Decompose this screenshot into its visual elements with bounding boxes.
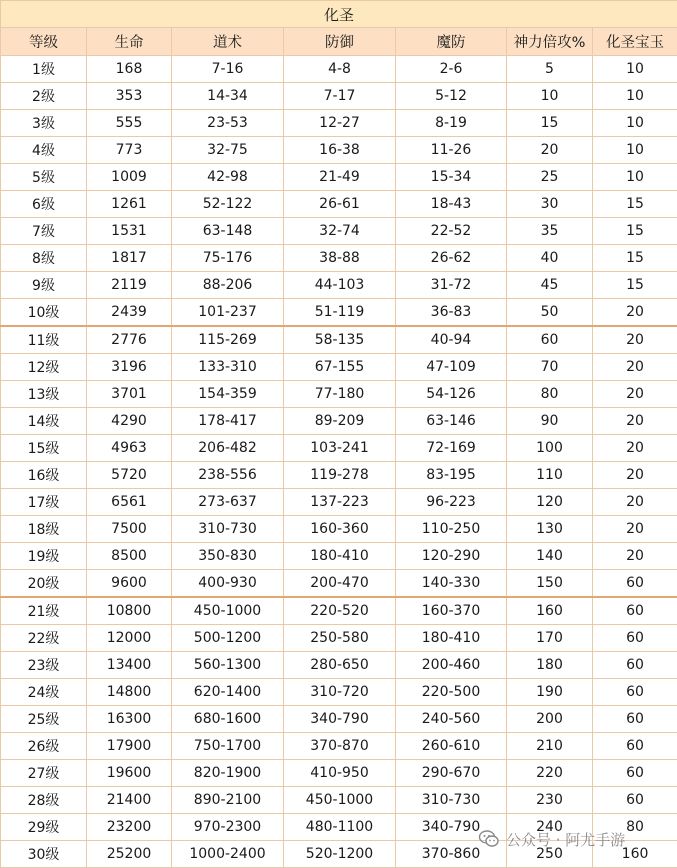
cell-divine-multiplier: 120 (507, 489, 593, 516)
cell-taoism: 75-176 (172, 245, 284, 272)
cell-defense: 280-650 (284, 652, 396, 679)
cell-jade-cost: 20 (593, 543, 677, 570)
cell-taoism: 400-930 (172, 570, 284, 598)
cell-defense: 32-74 (284, 218, 396, 245)
cell-hp: 25200 (87, 841, 172, 868)
cell-defense: 370-870 (284, 733, 396, 760)
cell-divine-multiplier: 25 (507, 164, 593, 191)
cell-divine-multiplier: 180 (507, 652, 593, 679)
cell-magic-defense: 40-94 (396, 326, 507, 354)
cell-divine-multiplier: 200 (507, 706, 593, 733)
cell-hp: 21400 (87, 787, 172, 814)
cell-taoism: 42-98 (172, 164, 284, 191)
cell-defense: 89-209 (284, 408, 396, 435)
cell-level: 12级 (1, 354, 87, 381)
cell-jade-cost: 20 (593, 435, 677, 462)
cell-jade-cost: 20 (593, 354, 677, 381)
cell-jade-cost: 60 (593, 597, 677, 625)
cell-magic-defense: 290-670 (396, 760, 507, 787)
cell-taoism: 890-2100 (172, 787, 284, 814)
cell-magic-defense: 72-169 (396, 435, 507, 462)
cell-defense: 520-1200 (284, 841, 396, 868)
cell-taoism: 154-359 (172, 381, 284, 408)
table-row (1, 56, 677, 83)
cell-defense: 16-38 (284, 137, 396, 164)
cell-magic-defense: 15-34 (396, 164, 507, 191)
cell-level: 15级 (1, 435, 87, 462)
cell-defense: 450-1000 (284, 787, 396, 814)
cell-jade-cost: 15 (593, 272, 677, 299)
cell-jade-cost: 15 (593, 191, 677, 218)
cell-taoism: 750-1700 (172, 733, 284, 760)
cell-magic-defense: 120-290 (396, 543, 507, 570)
cell-level: 4级 (1, 137, 87, 164)
table-row (1, 110, 677, 137)
cell-divine-multiplier: 110 (507, 462, 593, 489)
cell-defense: 77-180 (284, 381, 396, 408)
cell-taoism: 52-122 (172, 191, 284, 218)
cell-magic-defense: 340-790 (396, 814, 507, 841)
cell-defense: 410-950 (284, 760, 396, 787)
cell-level: 21级 (1, 597, 87, 625)
table-row (1, 245, 677, 272)
cell-level: 11级 (1, 326, 87, 354)
cell-hp: 10800 (87, 597, 172, 625)
cell-divine-multiplier: 50 (507, 299, 593, 327)
table-title: 化圣 (1, 1, 677, 28)
cell-magic-defense: 220-500 (396, 679, 507, 706)
cell-jade-cost: 60 (593, 787, 677, 814)
cell-jade-cost: 15 (593, 245, 677, 272)
cell-defense: 21-49 (284, 164, 396, 191)
cell-jade-cost: 20 (593, 408, 677, 435)
cell-divine-multiplier: 15 (507, 110, 593, 137)
cell-level: 24级 (1, 679, 87, 706)
cell-level: 1级 (1, 56, 87, 83)
table-title-row (1, 1, 677, 28)
cell-magic-defense: 110-250 (396, 516, 507, 543)
cell-taoism: 178-417 (172, 408, 284, 435)
table-row (1, 218, 677, 245)
table-row (1, 679, 677, 706)
cell-level: 2级 (1, 83, 87, 110)
table-row (1, 706, 677, 733)
cell-defense: 12-27 (284, 110, 396, 137)
cell-jade-cost: 60 (593, 570, 677, 598)
cell-defense: 26-61 (284, 191, 396, 218)
cell-taoism: 63-148 (172, 218, 284, 245)
cell-divine-multiplier: 30 (507, 191, 593, 218)
cell-divine-multiplier: 20 (507, 137, 593, 164)
table-row (1, 354, 677, 381)
cell-taoism: 206-482 (172, 435, 284, 462)
cell-defense: 480-1100 (284, 814, 396, 841)
table-body (1, 56, 677, 868)
cell-hp: 555 (87, 110, 172, 137)
cell-taoism: 560-1300 (172, 652, 284, 679)
cell-hp: 773 (87, 137, 172, 164)
cell-jade-cost: 60 (593, 706, 677, 733)
cell-hp: 4290 (87, 408, 172, 435)
cell-hp: 2776 (87, 326, 172, 354)
cell-defense: 119-278 (284, 462, 396, 489)
table-row (1, 137, 677, 164)
cell-defense: 4-8 (284, 56, 396, 83)
cell-hp: 1817 (87, 245, 172, 272)
cell-divine-multiplier: 160 (507, 597, 593, 625)
cell-magic-defense: 8-19 (396, 110, 507, 137)
col-header-taoism: 道术 (172, 28, 284, 56)
cell-taoism: 115-269 (172, 326, 284, 354)
cell-taoism: 101-237 (172, 299, 284, 327)
cell-magic-defense: 240-560 (396, 706, 507, 733)
table-row (1, 462, 677, 489)
cell-jade-cost: 60 (593, 679, 677, 706)
cell-divine-multiplier: 45 (507, 272, 593, 299)
cell-magic-defense: 370-860 (396, 841, 507, 868)
table-row (1, 381, 677, 408)
cell-level: 3级 (1, 110, 87, 137)
cell-level: 16级 (1, 462, 87, 489)
cell-defense: 137-223 (284, 489, 396, 516)
cell-jade-cost: 20 (593, 326, 677, 354)
table-row (1, 543, 677, 570)
cell-magic-defense: 5-12 (396, 83, 507, 110)
cell-taoism: 1000-2400 (172, 841, 284, 868)
cell-magic-defense: 310-730 (396, 787, 507, 814)
table-row (1, 326, 677, 354)
cell-magic-defense: 22-52 (396, 218, 507, 245)
table-row (1, 435, 677, 462)
cell-divine-multiplier: 130 (507, 516, 593, 543)
cell-defense: 44-103 (284, 272, 396, 299)
cell-jade-cost: 60 (593, 625, 677, 652)
cell-magic-defense: 140-330 (396, 570, 507, 598)
cell-divine-multiplier: 210 (507, 733, 593, 760)
cell-hp: 9600 (87, 570, 172, 598)
cell-divine-multiplier: 60 (507, 326, 593, 354)
table-row (1, 760, 677, 787)
cell-jade-cost: 10 (593, 56, 677, 83)
cell-level: 20级 (1, 570, 87, 598)
cell-jade-cost: 20 (593, 299, 677, 327)
cell-divine-multiplier: 10 (507, 83, 593, 110)
cell-jade-cost: 60 (593, 760, 677, 787)
cell-defense: 67-155 (284, 354, 396, 381)
cell-taoism: 310-730 (172, 516, 284, 543)
cell-defense: 180-410 (284, 543, 396, 570)
col-header-defense: 防御 (284, 28, 396, 56)
cell-level: 30级 (1, 841, 87, 868)
cell-hp: 6561 (87, 489, 172, 516)
cell-jade-cost: 60 (593, 652, 677, 679)
cell-hp: 1009 (87, 164, 172, 191)
table-row (1, 516, 677, 543)
cell-level: 28级 (1, 787, 87, 814)
cell-jade-cost: 10 (593, 137, 677, 164)
cell-hp: 19600 (87, 760, 172, 787)
cell-level: 18级 (1, 516, 87, 543)
table-row (1, 787, 677, 814)
cell-hp: 1531 (87, 218, 172, 245)
cell-defense: 200-470 (284, 570, 396, 598)
cell-jade-cost: 15 (593, 218, 677, 245)
table-row (1, 652, 677, 679)
cell-taoism: 133-310 (172, 354, 284, 381)
cell-jade-cost: 80 (593, 814, 677, 841)
cell-divine-multiplier: 35 (507, 218, 593, 245)
cell-magic-defense: 96-223 (396, 489, 507, 516)
cell-magic-defense: 26-62 (396, 245, 507, 272)
cell-level: 13级 (1, 381, 87, 408)
table-row (1, 597, 677, 625)
cell-defense: 340-790 (284, 706, 396, 733)
cell-jade-cost: 20 (593, 381, 677, 408)
cell-jade-cost: 20 (593, 489, 677, 516)
cell-level: 29级 (1, 814, 87, 841)
col-header-magic-defense: 魔防 (396, 28, 507, 56)
cell-taoism: 680-1600 (172, 706, 284, 733)
cell-magic-defense: 47-109 (396, 354, 507, 381)
cell-level: 25级 (1, 706, 87, 733)
cell-magic-defense: 11-26 (396, 137, 507, 164)
cell-divine-multiplier: 170 (507, 625, 593, 652)
cell-defense: 220-520 (284, 597, 396, 625)
cell-level: 5级 (1, 164, 87, 191)
cell-hp: 5720 (87, 462, 172, 489)
cell-magic-defense: 2-6 (396, 56, 507, 83)
cell-magic-defense: 63-146 (396, 408, 507, 435)
cell-taoism: 23-53 (172, 110, 284, 137)
cell-taoism: 14-34 (172, 83, 284, 110)
col-header-hp: 生命 (87, 28, 172, 56)
cell-hp: 3196 (87, 354, 172, 381)
cell-divine-multiplier: 70 (507, 354, 593, 381)
cell-hp: 3701 (87, 381, 172, 408)
table-row (1, 733, 677, 760)
cell-jade-cost: 10 (593, 164, 677, 191)
cell-magic-defense: 18-43 (396, 191, 507, 218)
cell-hp: 353 (87, 83, 172, 110)
col-header-jade-cost: 化圣宝玉 (593, 28, 677, 56)
cell-divine-multiplier: 5 (507, 56, 593, 83)
cell-divine-multiplier: 250 (507, 841, 593, 868)
table-row (1, 625, 677, 652)
cell-divine-multiplier: 220 (507, 760, 593, 787)
cell-jade-cost: 10 (593, 110, 677, 137)
cell-hp: 13400 (87, 652, 172, 679)
cell-divine-multiplier: 190 (507, 679, 593, 706)
cell-magic-defense: 200-460 (396, 652, 507, 679)
cell-jade-cost: 20 (593, 462, 677, 489)
watermark-text: 公众号 · 阿尤手游 (506, 830, 626, 849)
cell-defense: 250-580 (284, 625, 396, 652)
header-row (1, 28, 677, 56)
cell-defense: 58-135 (284, 326, 396, 354)
cell-taoism: 820-1900 (172, 760, 284, 787)
cell-divine-multiplier: 80 (507, 381, 593, 408)
cell-level: 14级 (1, 408, 87, 435)
cell-jade-cost: 60 (593, 733, 677, 760)
cell-taoism: 88-206 (172, 272, 284, 299)
cell-level: 23级 (1, 652, 87, 679)
table-row (1, 83, 677, 110)
cell-hp: 4963 (87, 435, 172, 462)
cell-hp: 7500 (87, 516, 172, 543)
cell-taoism: 500-1200 (172, 625, 284, 652)
cell-divine-multiplier: 100 (507, 435, 593, 462)
cell-level: 8级 (1, 245, 87, 272)
cell-magic-defense: 160-370 (396, 597, 507, 625)
cell-defense: 51-119 (284, 299, 396, 327)
cell-hp: 23200 (87, 814, 172, 841)
cell-divine-multiplier: 230 (507, 787, 593, 814)
cell-level: 7级 (1, 218, 87, 245)
cell-hp: 1261 (87, 191, 172, 218)
cell-divine-multiplier: 140 (507, 543, 593, 570)
cell-level: 17级 (1, 489, 87, 516)
cell-taoism: 620-1400 (172, 679, 284, 706)
cell-level: 22级 (1, 625, 87, 652)
cell-taoism: 970-2300 (172, 814, 284, 841)
cell-magic-defense: 260-610 (396, 733, 507, 760)
cell-level: 10级 (1, 299, 87, 327)
cell-jade-cost: 10 (593, 83, 677, 110)
table-row (1, 814, 677, 841)
table-row (1, 489, 677, 516)
cell-defense: 310-720 (284, 679, 396, 706)
cell-defense: 7-17 (284, 83, 396, 110)
cell-taoism: 450-1000 (172, 597, 284, 625)
cell-divine-multiplier: 40 (507, 245, 593, 272)
cell-defense: 38-88 (284, 245, 396, 272)
cell-taoism: 350-830 (172, 543, 284, 570)
col-header-level: 等级 (1, 28, 87, 56)
cell-taoism: 273-637 (172, 489, 284, 516)
cell-jade-cost: 20 (593, 516, 677, 543)
table-row (1, 408, 677, 435)
cell-taoism: 7-16 (172, 56, 284, 83)
cell-level: 26级 (1, 733, 87, 760)
cell-level: 6级 (1, 191, 87, 218)
cell-magic-defense: 36-83 (396, 299, 507, 327)
cell-defense: 160-360 (284, 516, 396, 543)
table-row (1, 570, 677, 598)
cell-defense: 103-241 (284, 435, 396, 462)
table-row (1, 272, 677, 299)
cell-hp: 8500 (87, 543, 172, 570)
cell-divine-multiplier: 90 (507, 408, 593, 435)
col-header-divine-multiplier: 神力倍攻% (507, 28, 593, 56)
cell-hp: 14800 (87, 679, 172, 706)
cell-hp: 2439 (87, 299, 172, 327)
cell-hp: 16300 (87, 706, 172, 733)
cell-jade-cost: 160 (593, 841, 677, 868)
cell-hp: 2119 (87, 272, 172, 299)
table-row (1, 191, 677, 218)
cell-magic-defense: 31-72 (396, 272, 507, 299)
cell-magic-defense: 54-126 (396, 381, 507, 408)
cell-hp: 17900 (87, 733, 172, 760)
cell-hp: 12000 (87, 625, 172, 652)
cell-level: 9级 (1, 272, 87, 299)
table-row (1, 299, 677, 327)
table-row (1, 841, 677, 868)
cell-hp: 168 (87, 56, 172, 83)
cell-divine-multiplier: 150 (507, 570, 593, 598)
cell-taoism: 32-75 (172, 137, 284, 164)
cell-level: 27级 (1, 760, 87, 787)
cell-taoism: 238-556 (172, 462, 284, 489)
cell-magic-defense: 180-410 (396, 625, 507, 652)
cell-level: 19级 (1, 543, 87, 570)
cell-magic-defense: 83-195 (396, 462, 507, 489)
cell-divine-multiplier: 240 (507, 814, 593, 841)
table-row (1, 164, 677, 191)
